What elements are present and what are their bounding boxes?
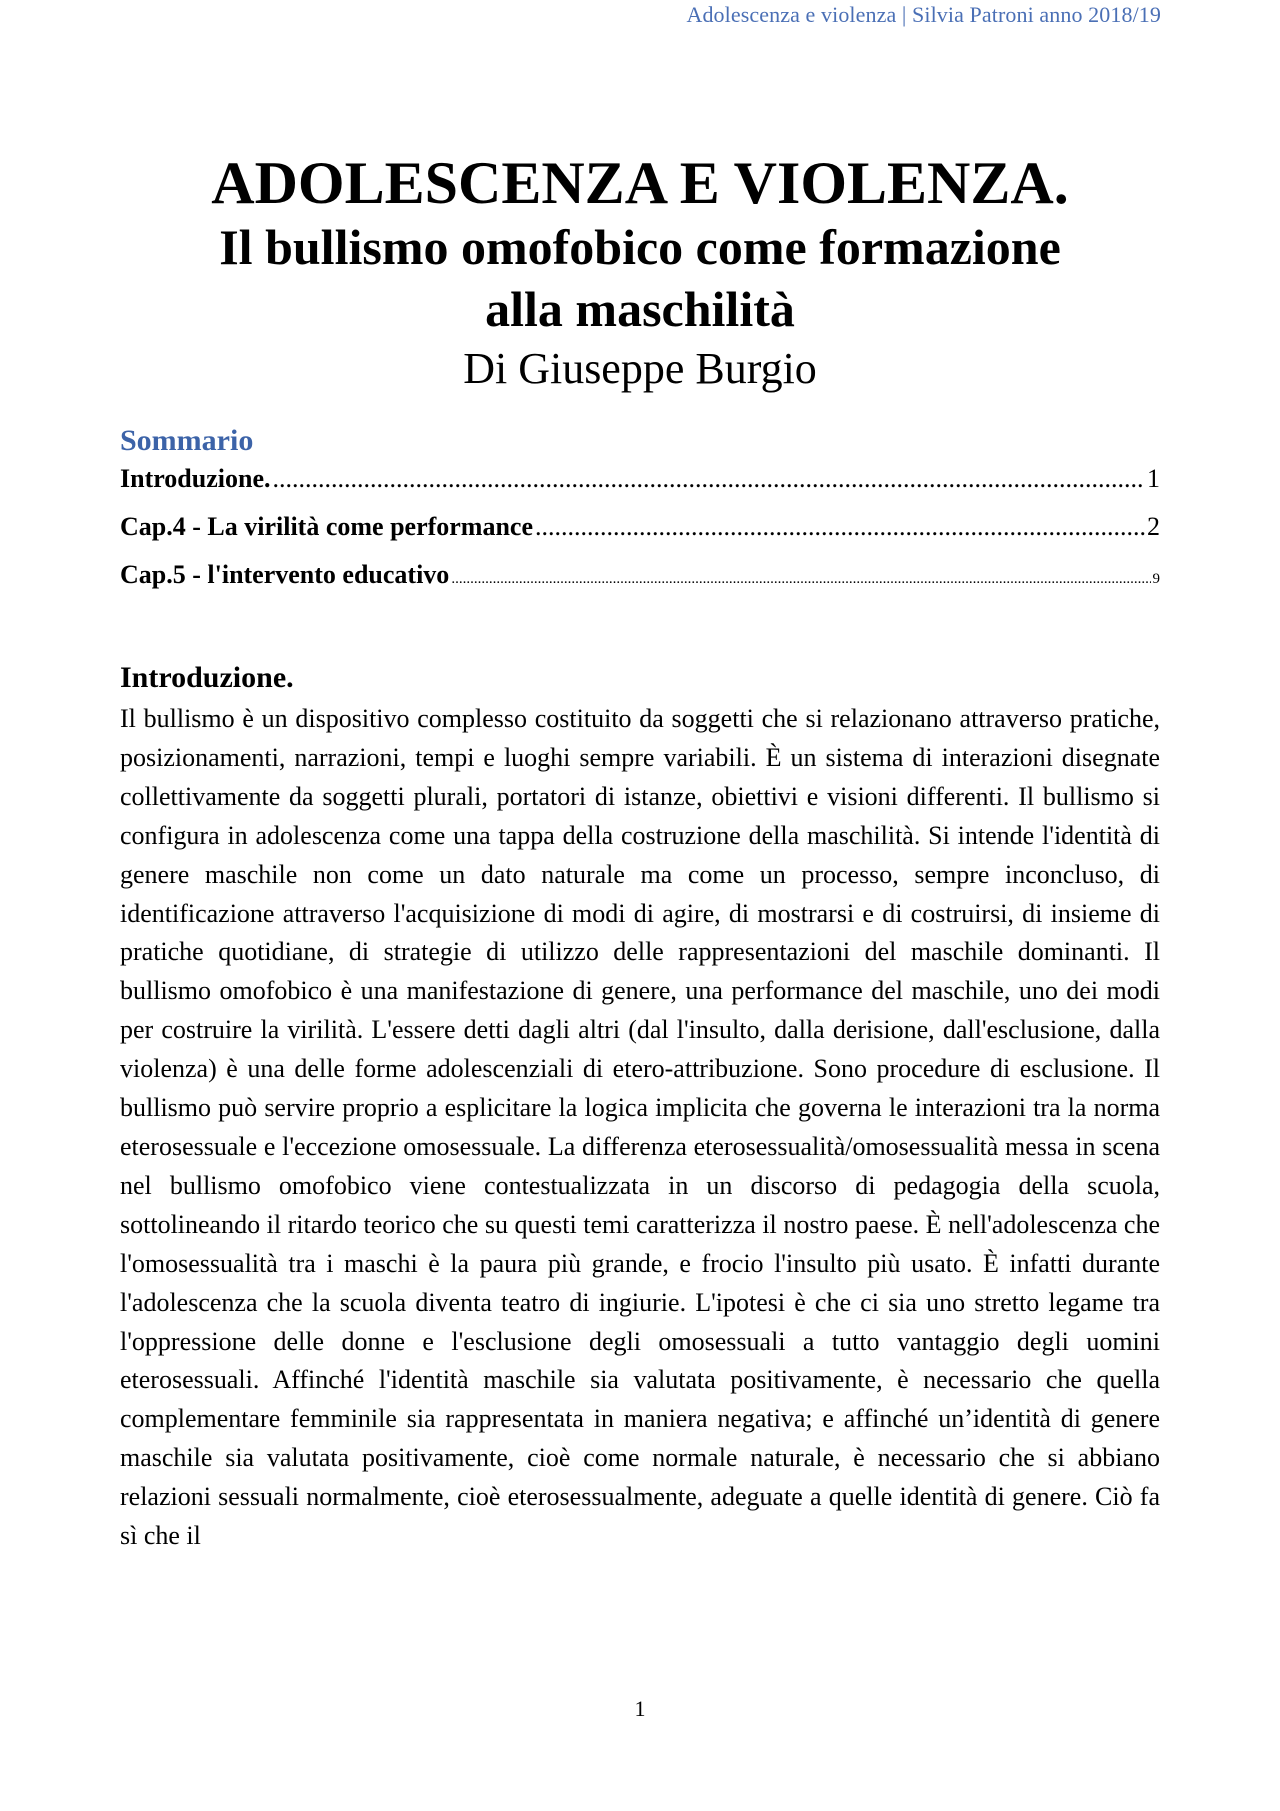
section-introduzione <box>120 660 1160 1556</box>
toc-entry-introduzione[interactable] <box>120 462 1160 510</box>
document-author: Di Giuseppe Burgio <box>463 344 817 393</box>
document-subtitle-line-1: Il bullismo omofobico come formazione <box>219 219 1061 275</box>
page-number: 1 <box>634 1696 646 1721</box>
toc-entry-page: 9 <box>1152 571 1160 587</box>
toc-dot-leader <box>535 510 1145 544</box>
section-heading: Introduzione. <box>120 661 294 694</box>
toc-entry-cap4[interactable] <box>120 510 1160 558</box>
toc-entry-label: Cap.5 - l'intervento educativo <box>120 560 450 589</box>
document-title: ADOLESCENZA E VIOLENZA. <box>211 150 1069 216</box>
toc-entry-page: 1 <box>1147 464 1160 493</box>
toc-entry-cap5[interactable] <box>120 558 1160 606</box>
running-header: Adolescenza e violenza | Silvia Patroni anno 2018/19 <box>686 2 1161 27</box>
title-block <box>120 150 1160 398</box>
toc-heading: Sommario <box>120 424 254 457</box>
toc-dot-leader <box>451 562 1150 596</box>
document-subtitle-line-2: alla maschilità <box>485 281 795 337</box>
toc-dot-leader <box>273 462 1146 496</box>
body-paragraph: Il bullismo è un dispositivo complesso costituito da soggetti che si relazionano attraverso pratiche, posizionamenti, narrazioni, tempi e luoghi sempre variabili. È un sistema di interazioni disegnate collettivamente da soggetti plurali, portatori di istanze, obiettivi e visioni differenti. Il bullismo si configura in adolescenza come una tappa della costruzione della maschilità. Si intende l'identità di genere maschile non come un dato naturale ma come un processo, sempre inconcluso, di identificazione attraverso l'acquisizione di modi di agire, di mostrarsi e di costruirsi, di insieme di pratiche quotidiane, di strategie di utilizzo delle rappresentazioni del maschile dominanti. Il bullismo omofobico è una manifestazione di genere, una performance del maschile, uno dei modi per costruire la virilità. L'essere detti dagli altri (dal l'insulto, dalla derisione, dall'esclusione, dalla violenza) è una delle forme adolescenziali di etero-attribuzione. Sono procedure di esclusione. Il bullismo può servire proprio a esplicitare la logica implicita che governa le interazioni tra la norma eterosessuale e l'eccezione omosessuale. La differenza eterosessualità/omosessualità messa in scena nel bullismo omofobico viene contestualizzata in un discorso di pedagogia della scuola, sottolineando il ritardo teorico che su questi temi caratterizza il nostro paese. È nell'adolescenza che l'omosessualità tra i maschi è la paura più grande, e frocio l'insulto più usato. È infatti durante l'adolescenza che la scuola diventa teatro di ingiurie. L'ipotesi è che ci sia uno stretto legame tra l'oppressione delle donne e l'esclusione degli omosessuali a tutto vantaggio degli uomini eterosessuali. Affinché l'identità maschile sia valutata positivamente, è necessario che quella complementare femminile sia rappresentata in maniera negativa; e affinché un’identità di genere maschile sia valutata positivamente, cioè come normale naturale, è necessario che si abbiano relazioni sessuali normalmente, cioè eterosessualmente, adeguate a quelle identità di genere. Ciò fa sì che il <box>120 704 1160 1551</box>
toc-entry-label: Introduzione. <box>120 464 271 493</box>
toc-entry-page: 2 <box>1147 512 1160 541</box>
toc-entry-label: Cap.4 - La virilità come performance <box>120 512 534 541</box>
table-of-contents <box>120 422 1160 606</box>
